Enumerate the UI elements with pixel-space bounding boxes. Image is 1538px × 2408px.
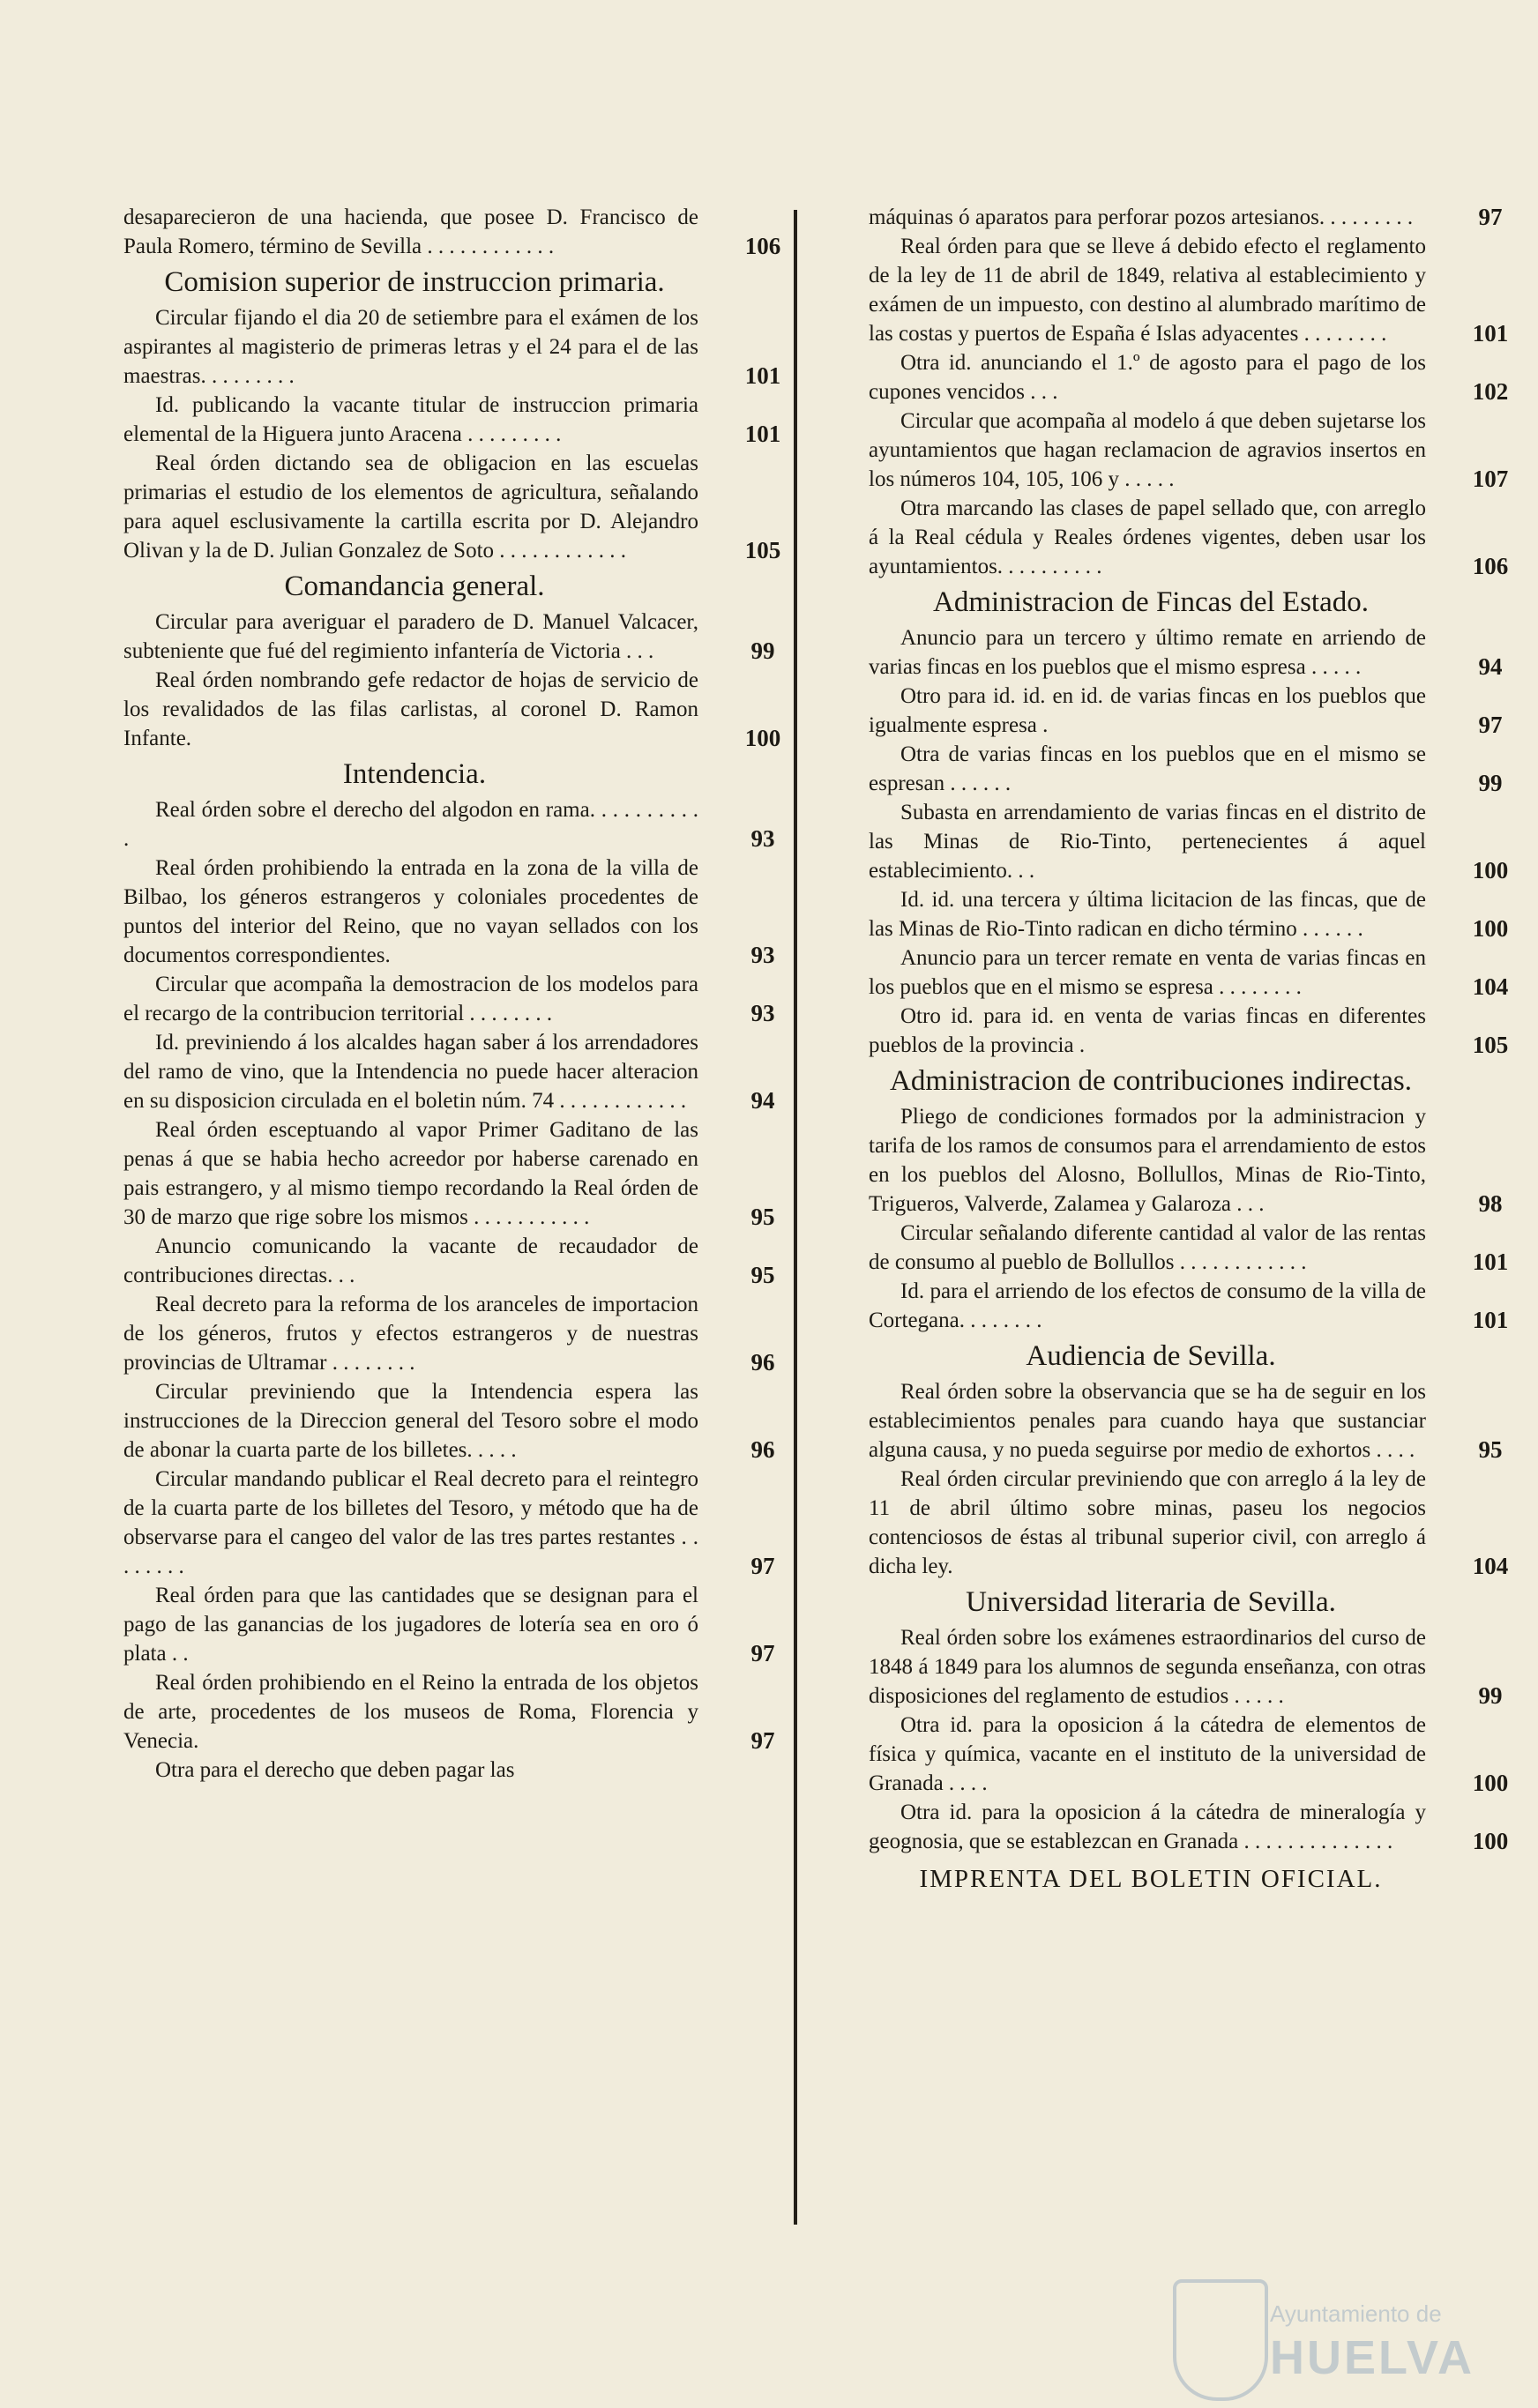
section-heading: Audiencia de Sevilla.	[1026, 1340, 1276, 1372]
entry-text: Circular mandando publicar el Real decreto para el reintegro de la cuarta parte de los billetes del Tesoro, y método que ha de observarse para el cangeo del valor de las tres partes restantes . . . . . . . .	[123, 1467, 698, 1578]
section-heading: Comandancia general.	[284, 570, 545, 602]
index-entry	[123, 1581, 775, 1668]
page-number: 101	[744, 362, 781, 389]
entry-text: desaparecieron de una hacienda, que posee D. Francisco de Paula Romero, término de Sevilla . . . . . . . . . . . .	[123, 205, 698, 258]
entry-text: Otra de varias fincas en los pueblos que en el mismo se espresan . . . . . .	[869, 742, 1426, 795]
entry-text: Anuncio para un tercer remate en venta de varias fincas en los pueblos que en el mismo se espresa . . . . . . . .	[869, 946, 1426, 999]
entry-text: Real órden dictando sea de obligacion en las escuelas primarias el estudio de los elementos de agricultura, señalando para aquel esclusivamente la cartilla escrita por D. Alejandro Olivan y la de D. Julian Gonzalez de Soto . . . . . . . . . . . .	[123, 451, 698, 563]
section-heading: Comision superior de instruccion primaria.	[164, 266, 665, 298]
page-number: 93	[750, 1000, 775, 1026]
entry-text: Circular fijando el dia 20 de setiembre para el exámen de los aspirantes al magisterio de primeras letras y el 24 para el de las maestras. . . . . . . . .	[123, 306, 698, 388]
index-entry	[123, 1465, 775, 1581]
index-entry	[869, 1277, 1509, 1335]
entry-text: Circular que acompaña la demostracion de los modelos para el recargo de la contribucion territorial . . . . . . . .	[123, 973, 698, 1025]
page-number: 97	[1478, 712, 1503, 738]
entry-text: Circular que acompaña al modelo á que deben sujetarse los ayuntamientos que hagan reclamacion de agravios insertos en los números 104, 105, 106 y . . . . .	[869, 409, 1426, 491]
index-entry	[869, 885, 1509, 943]
printer-imprint: IMPRENTA DEL BOLETIN OFICIAL.	[919, 1865, 1383, 1893]
index-entry	[869, 1377, 1503, 1465]
index-entry	[123, 1756, 706, 1785]
page-number: 95	[750, 1204, 775, 1230]
entry-text: Real órden para que las cantidades que se designan para el pago de las ganancias de los jugadores de lotería sea en oro ó plata . .	[123, 1584, 698, 1666]
index-entry	[869, 203, 1503, 232]
page-number: 98	[1478, 1190, 1503, 1217]
entry-text: Otro id. para id. en venta de varias fincas en diferentes pueblos de la provincia .	[869, 1004, 1426, 1057]
index-entry	[123, 1377, 775, 1465]
column-divider	[794, 210, 797, 2225]
index-entry	[123, 1290, 775, 1377]
page-number: 100	[1472, 1828, 1509, 1854]
index-entry	[123, 1232, 775, 1290]
section-heading: Administracion de Fincas del Estado.	[933, 586, 1369, 618]
entry-text: Otra marcando las clases de papel sellado que, con arreglo á la Real cédula y Reales órdenes vigentes, deben usar los ayuntamientos. . . . . . . . . .	[869, 496, 1426, 578]
page-number: 99	[1478, 1682, 1503, 1709]
entry-text: Id. para el arriendo de los efectos de consumo de la villa de Cortegana. . . . . . . .	[869, 1279, 1426, 1332]
index-entry	[123, 303, 781, 391]
page-number: 100	[744, 725, 781, 751]
coat-of-arms-icon	[1173, 2279, 1268, 2401]
entry-text: Otra id. para la oposicion á la cátedra de elementos de física y química, vacante en el instituto de la universidad de Granada . . . .	[869, 1713, 1426, 1795]
page-number: 100	[1472, 1770, 1509, 1796]
page-number: 101	[744, 421, 781, 447]
index-entry	[123, 666, 781, 753]
page-number: 99	[1478, 770, 1503, 796]
entry-text: Circular para averiguar el paradero de D. Manuel Valcacer, subteniente que fué del regimiento infantería de Victoria . . .	[123, 610, 698, 663]
index-column-left	[123, 203, 781, 1785]
entry-text: Subasta en arrendamiento de varias fincas en el distrito de las Minas de Rio-Tinto, pertenecientes á aquel establecimiento. . .	[869, 801, 1426, 883]
watermark-line2: HUELVA	[1270, 2331, 1475, 2384]
index-entry	[123, 203, 781, 261]
page-number: 99	[750, 637, 775, 664]
index-entry	[869, 623, 1503, 682]
index-entry	[869, 943, 1509, 1002]
index-entry	[869, 1798, 1509, 1856]
index-entry	[869, 798, 1509, 885]
index-entry	[869, 1623, 1503, 1711]
entry-text: Pliego de condiciones formados por la administracion y tarifa de los ramos de consumos para el arrendamiento de estos en los pueblos del Alosno, Bollullos, Minas de Rio-Tinto, Trigueros, Valverde, Zalamea y Galaroza . . .	[869, 1105, 1426, 1216]
page-number: 93	[750, 942, 775, 968]
index-entry	[869, 1219, 1509, 1277]
index-entry	[123, 854, 775, 970]
entry-text: Anuncio para un tercero y último remate en arriendo de varias fincas en los pueblos que el mismo espresa . . . . .	[869, 626, 1426, 679]
index-entry	[869, 406, 1509, 494]
entry-text: Real órden sobre los exámenes estraordinarios del curso de 1848 á 1849 para los alumnos de segunda enseñanza, con otras disposiciones del reglamento de estudios . . . . .	[869, 1626, 1426, 1708]
page-number: 94	[1478, 653, 1503, 680]
page-number: 107	[1472, 466, 1509, 492]
page-number: 101	[1472, 320, 1509, 347]
section-heading: Universidad literaria de Sevilla.	[966, 1586, 1336, 1618]
page-number: 102	[1472, 378, 1509, 405]
entry-text: máquinas ó aparatos para perforar pozos artesianos. . . . . . . . .	[869, 205, 1414, 229]
watermark-line1: Ayuntamiento de	[1270, 2300, 1442, 2327]
index-entry	[123, 1028, 775, 1115]
index-entry	[869, 348, 1509, 406]
entry-text: Real órden sobre el derecho del algodon en rama. . . . . . . . . . .	[123, 798, 698, 851]
index-entry	[869, 232, 1509, 348]
watermark	[1173, 2279, 1475, 2394]
page-number: 97	[750, 1727, 775, 1754]
index-entry	[869, 1002, 1509, 1060]
index-entry	[869, 1711, 1509, 1798]
index-entry	[869, 1465, 1509, 1581]
index-entry	[123, 795, 775, 854]
entry-text: Otro para id. id. en id. de varias fincas en los pueblos que igualmente espresa .	[869, 684, 1426, 737]
entry-text: Real órden esceptuando al vapor Primer Gaditano de las penas á que se habia hecho acreedor por haberse carenado en pais estrangero, y al mismo tiempo recordando la Real órden de 30 de marzo que rige sobre los mismos . . . . . . . . . . .	[123, 1118, 698, 1229]
index-entry	[869, 494, 1509, 581]
page-number: 100	[1472, 857, 1509, 883]
entry-text: Otra id. para la oposicion á la cátedra de mineralogía y geognosia, que se establezcan en Granada . . . . . . . . . . . . . .	[869, 1800, 1426, 1853]
index-entry	[123, 608, 775, 666]
page-number: 106	[744, 233, 781, 259]
section-heading: Intendencia.	[342, 758, 487, 790]
page-number: 93	[750, 825, 775, 852]
entry-text: Real decreto para la reforma de los aranceles de importacion de los géneros, frutos y efectos estrangeros y de nuestras provincias de Ultramar . . . . . . . .	[123, 1293, 698, 1375]
page-number: 97	[750, 1553, 775, 1579]
page-number: 96	[750, 1436, 775, 1463]
index-entry	[123, 1115, 775, 1232]
page-number: 101	[1472, 1249, 1509, 1275]
entry-text: Circular previniendo que la Intendencia espera las instrucciones de la Direccion general del Tesoro sobre el modo de abonar la cuarta parte de los billetes. . . . .	[123, 1380, 698, 1462]
index-entry	[869, 740, 1503, 798]
page-number: 94	[750, 1087, 775, 1114]
entry-text: Real órden para que se lleve á debido efecto el reglamento de la ley de 11 de abril de 1849, relativa al establecimiento y exámen de un impuesto, con destino al alumbrado marítimo de las costas y puertos de España é Islas adyacentes . . . . . . . .	[869, 235, 1426, 346]
index-entry	[123, 391, 781, 449]
entry-text: Id. previniendo á los alcaldes hagan saber á los arrendadores del ramo de vino, que la Intendencia no puede hacer alteracion en su disposicion circulada en el boletin núm. 74 . . . . . . . . . . . .	[123, 1031, 698, 1113]
entry-text: Real órden nombrando gefe redactor de hojas de servicio de los revalidados de las filas carlistas, al coronel D. Ramon Infante.	[123, 668, 698, 750]
index-column-right	[869, 203, 1509, 1894]
page-number: 96	[750, 1349, 775, 1375]
page-number: 97	[1478, 204, 1503, 230]
page-number: 100	[1472, 915, 1509, 942]
entry-text: Real órden prohibiendo la entrada en la zona de la villa de Bilbao, los géneros estrangeros y coloniales procedentes de puntos del interior del Reino, que no vayan sellados con los documentos correspondientes.	[123, 856, 698, 967]
entry-text: Real órden circular previniendo que con arreglo á la ley de 11 de abril último sobre minas, paseu los negocios contenciosos de éstas al tribunal superior civil, con arreglo á dicha ley.	[869, 1467, 1426, 1578]
page-number: 105	[1472, 1032, 1509, 1058]
page-number: 106	[1472, 553, 1509, 579]
entry-text: Id. id. una tercera y última licitacion de las fincas, que de las Minas de Rio-Tinto radican en dicho término . . . . . .	[869, 888, 1426, 941]
page-number: 95	[750, 1262, 775, 1288]
entry-text: Anuncio comunicando la vacante de recaudador de contribuciones directas. . .	[123, 1234, 698, 1287]
index-entry	[869, 682, 1503, 740]
page-number: 95	[1478, 1436, 1503, 1463]
page-number: 105	[744, 537, 781, 563]
index-entry	[869, 1102, 1503, 1219]
entry-text: Real órden sobre la observancia que se ha de seguir en los establecimientos penales para cuando haya que sustanciar alguna causa, y no pueda seguirse por medio de exhortos . . . .	[869, 1380, 1426, 1462]
entry-text: Circular señalando diferente cantidad al valor de las rentas de consumo al pueblo de Bollullos . . . . . . . . . . . .	[869, 1221, 1426, 1274]
entry-text: Id. publicando la vacante titular de instruccion primaria elemental de la Higuera junto Aracena . . . . . . . . .	[123, 393, 698, 446]
page-number: 97	[750, 1640, 775, 1666]
entry-text: Real órden prohibiendo en el Reino la entrada de los objetos de arte, procedentes de los museos de Roma, Florencia y Venecia.	[123, 1671, 698, 1753]
index-entry	[123, 970, 775, 1028]
page-number: 104	[1472, 1553, 1509, 1579]
entry-text: Otra para el derecho que deben pagar las	[155, 1758, 515, 1782]
entry-text: Otra id. anunciando el 1.º de agosto para el pago de los cupones vencidos . . .	[869, 351, 1426, 404]
page-number: 101	[1472, 1307, 1509, 1333]
page-number: 104	[1472, 973, 1509, 1000]
index-entry	[123, 449, 781, 565]
section-heading: Administracion de contribuciones indirectas.	[889, 1065, 1412, 1097]
index-entry	[123, 1668, 775, 1756]
